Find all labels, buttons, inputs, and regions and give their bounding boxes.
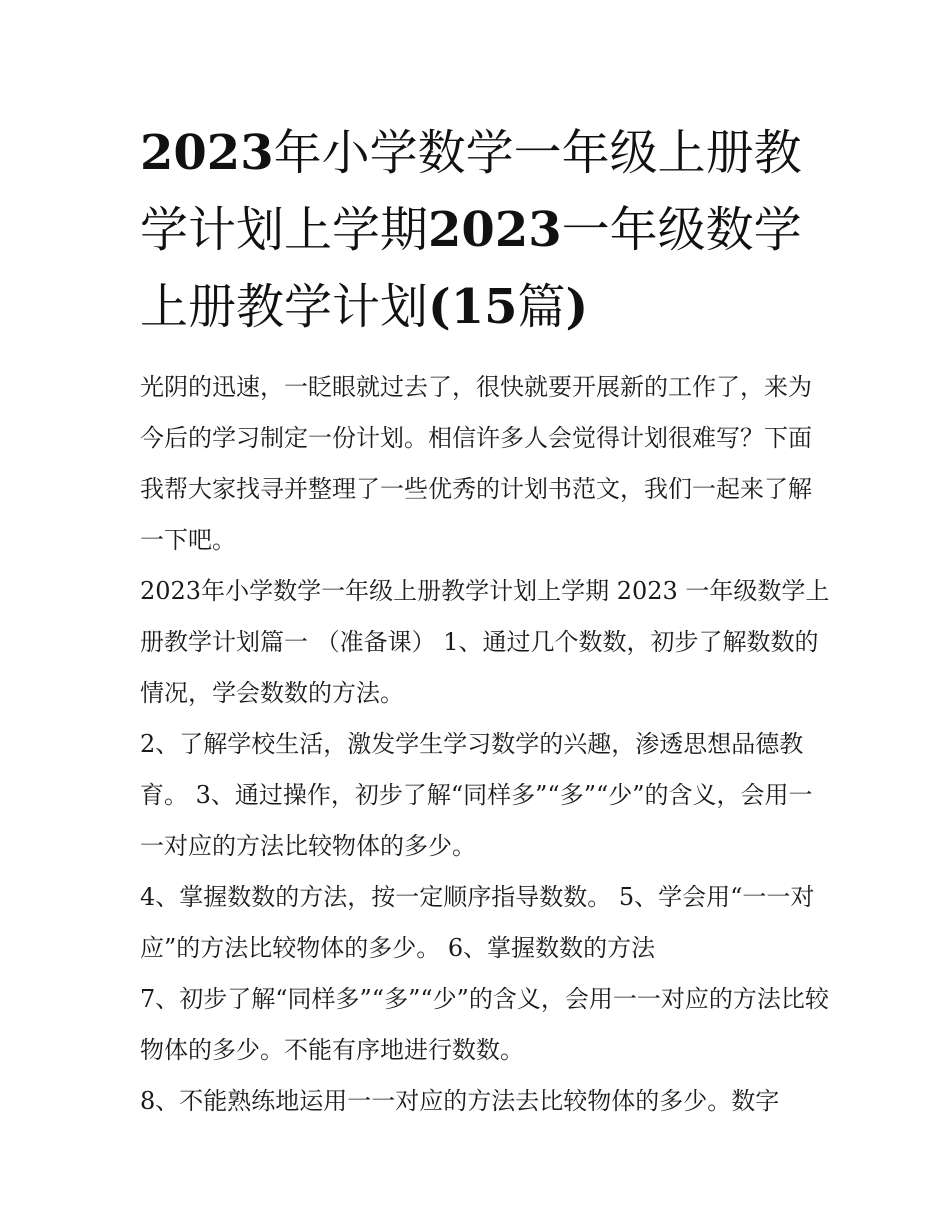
title-year-2: 2023	[428, 202, 562, 258]
title-count-open: (15	[428, 279, 518, 335]
title-year-1: 2023	[140, 125, 274, 181]
page-title	[140, 115, 830, 346]
document-body	[140, 115, 830, 1127]
body-paragraph-4: 7、初步了解“同样多”“多”“少”的含义，会用一一对应的方法比较物体的多少。不能有序地进行数数。	[140, 985, 829, 1064]
title-count-unit: 篇	[517, 279, 566, 335]
title-text-1: 年小学数学一年级上册教学计划上学期	[140, 125, 802, 258]
title-text-2: 一年级数学上册教学计划	[140, 202, 802, 335]
body-paragraph-1: 2023年小学数学一年级上册教学计划上学期 2023 一年级数学上册教学计划篇一 （准备课） 1、通过几个数数，初步了解数数的情况，学会数数的方法。	[140, 577, 830, 707]
body-paragraph-2: 2、了解学校生活，激发学生学习数学的兴趣，渗透思想品德教育。 3、通过操作，初步了解“同样多”“多”“少”的含义，会用一一对应的方法比较物体的多少。	[140, 730, 813, 860]
intro-paragraph: 光阴的迅速，一眨眼就过去了，很快就要开展新的工作了，来为今后的学习制定一份计划。相信许多人会觉得计划很难写？下面我帮大家找寻并整理了一些优秀的计划书范文，我们一起来了解一下吧。	[140, 373, 812, 554]
body-paragraph-5: 8、不能熟练地运用一一对应的方法去比较物体的多少。数字	[140, 1087, 780, 1115]
title-count-close: )	[565, 279, 589, 335]
body-paragraph-3: 4、掌握数数的方法，按一定顺序指导数数。 5、学会用“一一对应”的方法比较物体的多少。 6、掌握数数的方法	[140, 883, 815, 962]
